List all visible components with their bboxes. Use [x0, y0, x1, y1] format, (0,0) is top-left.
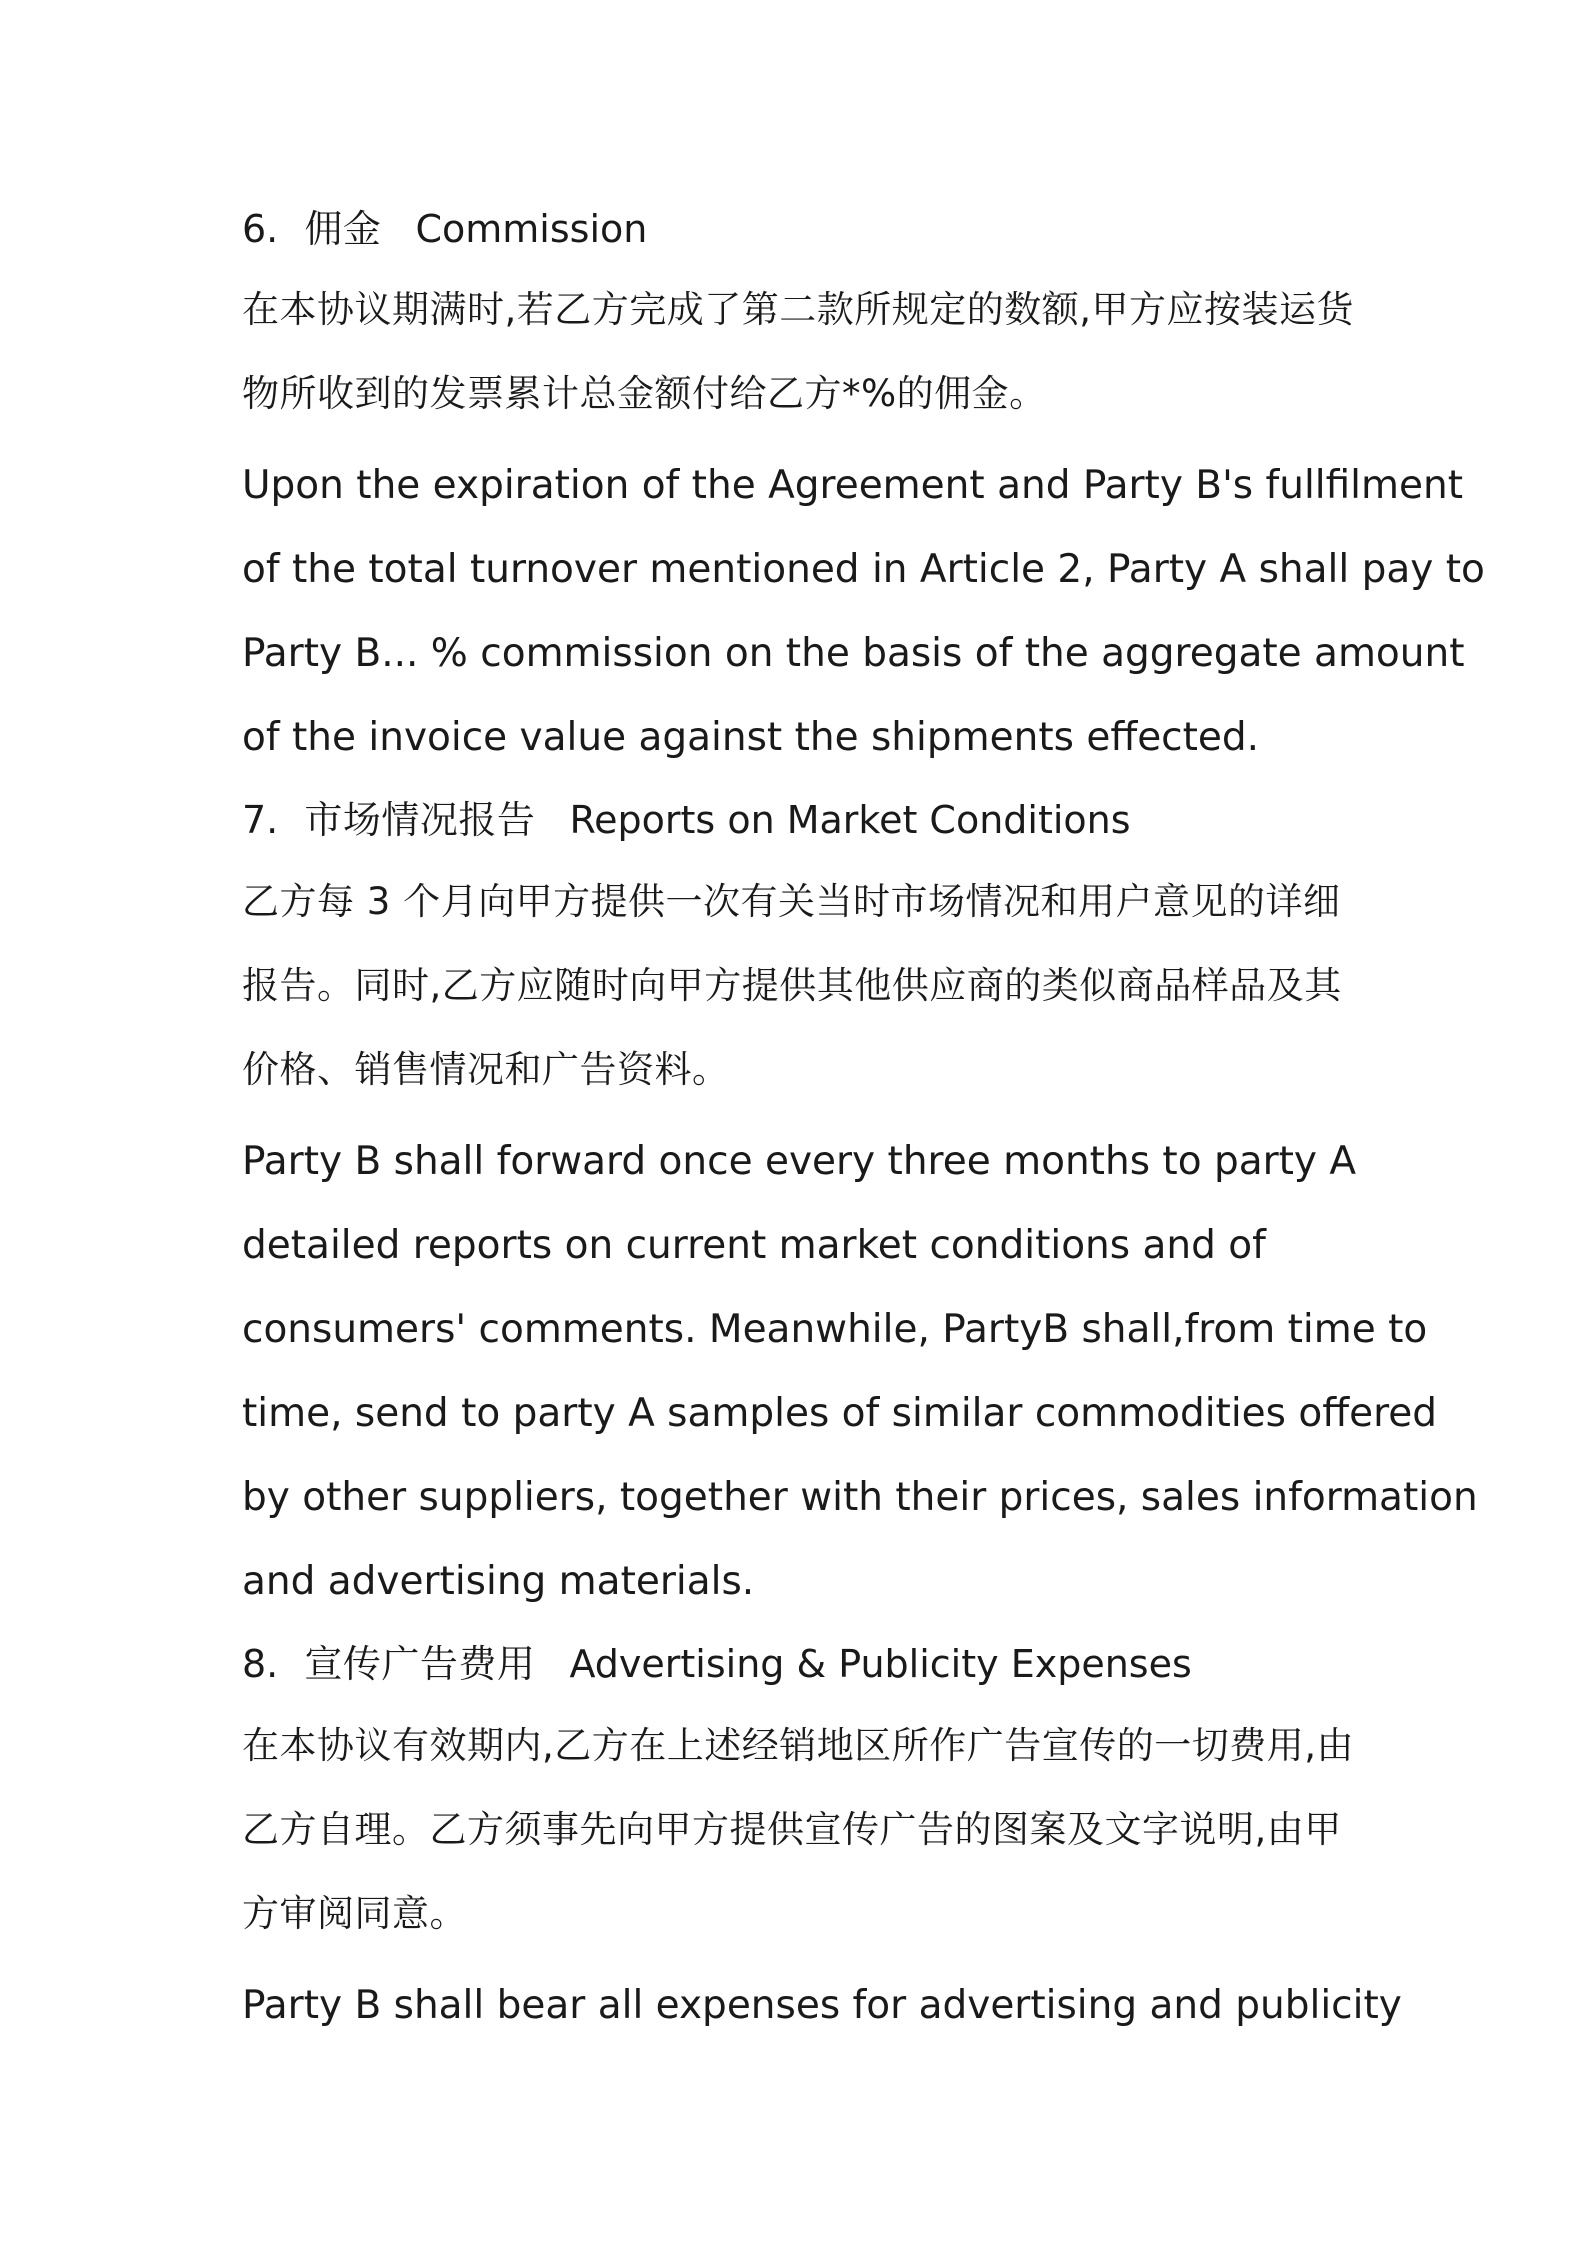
- paragraph-line-cn: 在本协议期满时,若乙方完成了第二款所规定的数额,甲方应按装运货: [242, 288, 1355, 331]
- section-title-cn: 佣金: [304, 207, 382, 251]
- paragraph-line-en: time, send to party A samples of similar commodities offered: [242, 1391, 1438, 1436]
- section-number: 8.: [242, 1642, 279, 1686]
- section-heading-advertising-expenses: [242, 1624, 1362, 1704]
- paragraph-line-en: of the total turnover mentioned in Article 2, Party A shall pay to: [242, 547, 1485, 592]
- paragraph-line-en: Party B shall forward once every three months to party A: [242, 1139, 1357, 1184]
- section-title-en: Commission: [415, 207, 648, 251]
- paragraph-line-en: consumers' comments. Meanwhile, PartyB shall,from time to: [242, 1307, 1428, 1352]
- paragraph-line-cn: 乙方每 3 个月向甲方提供一次有关当时市场情况和用户意见的详细: [242, 880, 1341, 923]
- document-body: [242, 190, 1485, 2048]
- paragraph-line-cn: 报告。同时,乙方应随时向甲方提供其他供应商的类似商品样品及其: [242, 964, 1342, 1007]
- paragraph-line-en: and advertising materials.: [242, 1559, 755, 1604]
- paragraph-line-cn: 乙方自理。乙方须事先向甲方提供宣传广告的图案及文字说明,由甲: [242, 1808, 1342, 1851]
- section-title-en: Advertising & Publicity Expenses: [569, 1642, 1192, 1686]
- section-number: 6.: [242, 207, 279, 251]
- paragraph-line-en: Upon the expiration of the Agreement and Party B's fullfilment: [242, 463, 1464, 508]
- section-heading-commission: [242, 190, 1362, 268]
- section-heading-market-reports: [242, 780, 1362, 860]
- paragraph-line-cn: 在本协议有效期内,乙方在上述经销地区所作广告宣传的一切费用,由: [242, 1724, 1355, 1767]
- paragraph-line-cn: 方审阅同意。: [242, 1892, 467, 1935]
- paragraph-line-en: of the invoice value against the shipments effected.: [242, 715, 1260, 760]
- section-number: 7.: [242, 798, 279, 842]
- paragraph-line-en: by other suppliers, together with their prices, sales information: [242, 1475, 1478, 1520]
- paragraph-line-en: detailed reports on current market conditions and of: [242, 1223, 1266, 1268]
- section-title-en: Reports on Market Conditions: [569, 798, 1131, 842]
- paragraph-line-en: Party B shall bear all expenses for advertising and publicity: [242, 1983, 1402, 2028]
- section-title-cn: 市场情况报告: [304, 798, 536, 842]
- paragraph-line-cn: 物所收到的发票累计总金额付给乙方*%的佣金。: [242, 372, 1047, 415]
- paragraph-line-en: Party B... % commission on the basis of the aggregate amount: [242, 631, 1465, 676]
- paragraph-line-cn: 价格、销售情况和广告资料。: [242, 1048, 730, 1091]
- section-title-cn: 宣传广告费用: [304, 1642, 536, 1686]
